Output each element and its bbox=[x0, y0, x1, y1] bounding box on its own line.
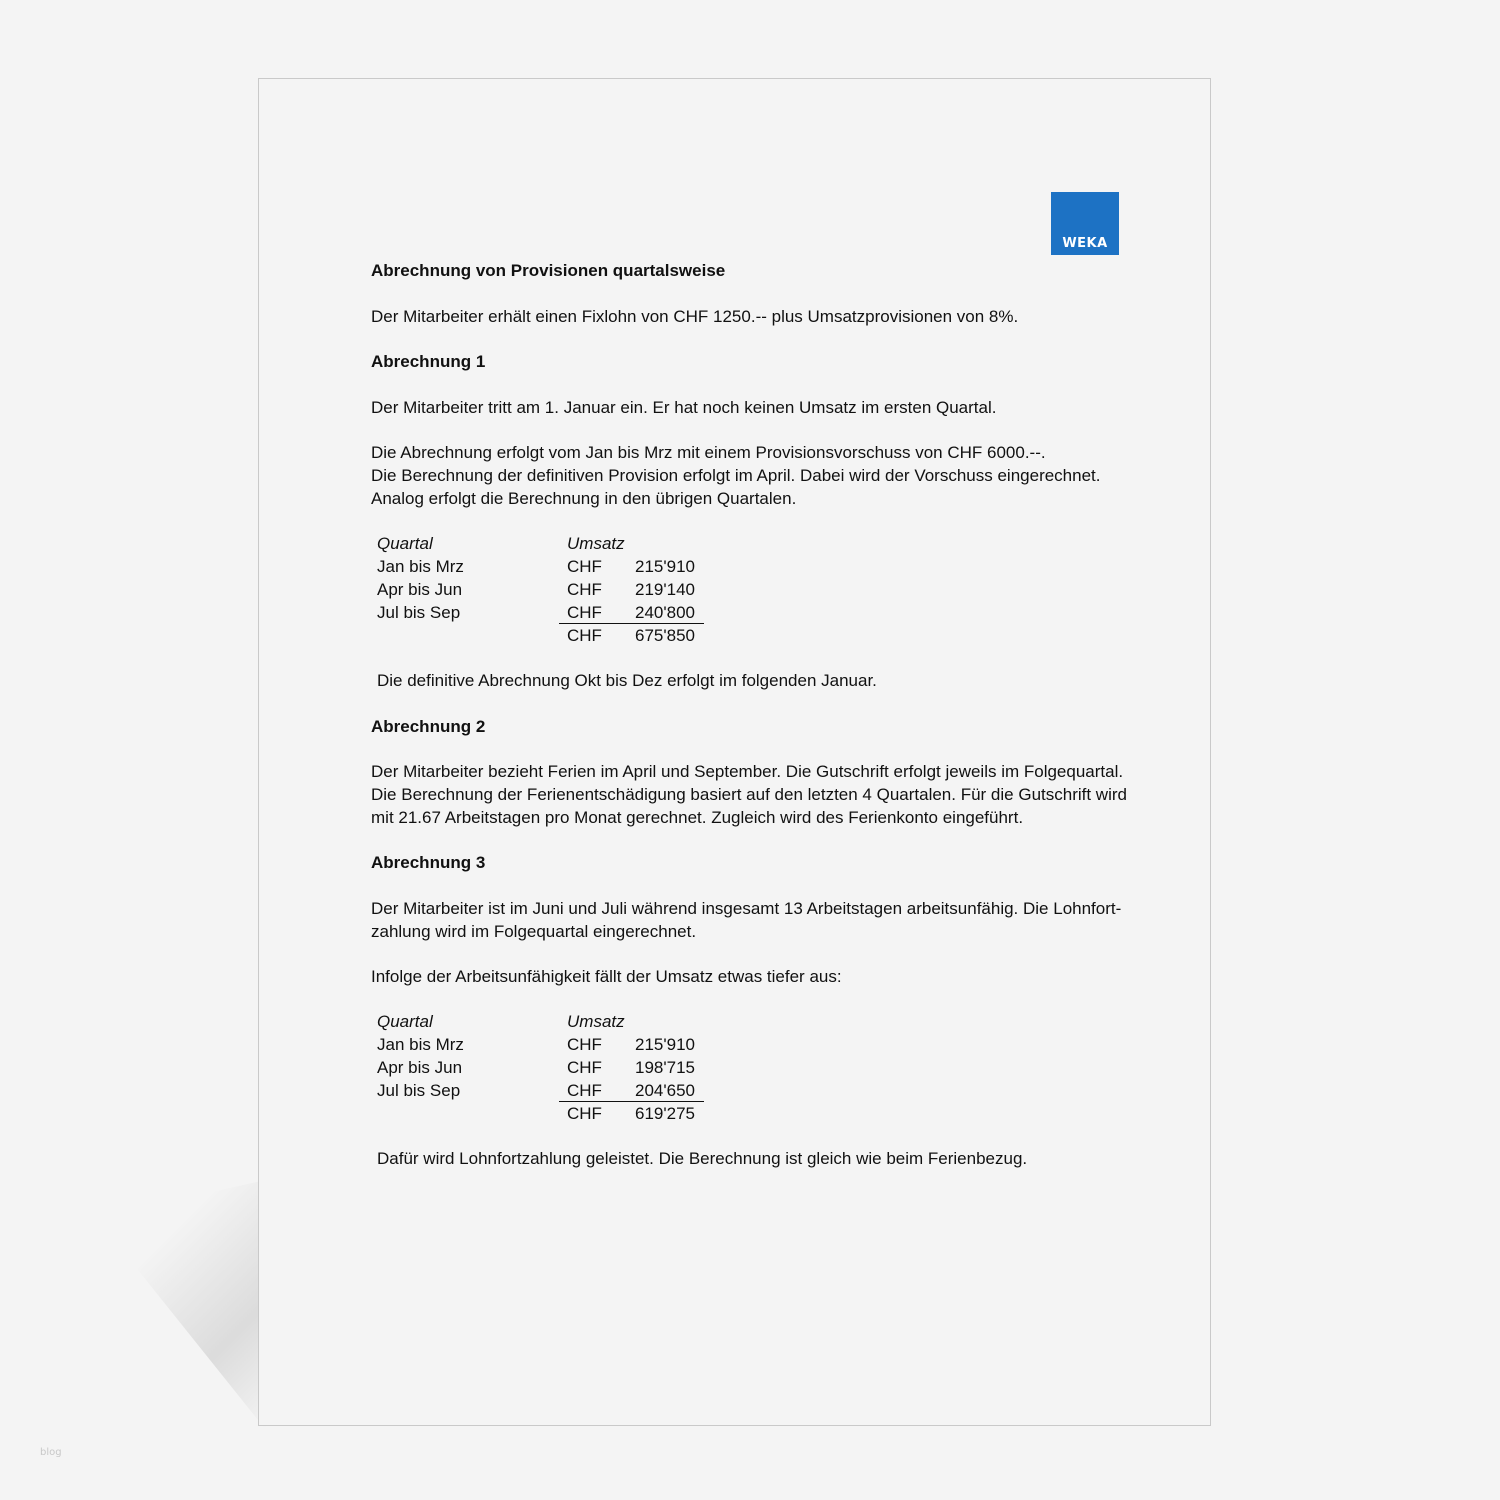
page-shadow bbox=[96, 1180, 266, 1430]
table2-row1-amount: 215'910 bbox=[635, 1035, 695, 1054]
table2-row3-amount: 204'650 bbox=[635, 1081, 695, 1100]
section1-paragraph-1: Der Mitarbeiter tritt am 1. Januar ein. Er hat noch keinen Umsatz im ersten Quartal. bbox=[371, 398, 997, 417]
table1-row1-currency: CHF bbox=[567, 557, 602, 576]
table2-row2-amount: 198'715 bbox=[635, 1058, 695, 1077]
document-title: Abrechnung von Provisionen quartalsweise bbox=[371, 261, 726, 280]
table2-row1-currency: CHF bbox=[567, 1035, 602, 1054]
section3-paragraph-2: Infolge der Arbeitsunfähigkeit fällt der Umsatz etwas tiefer aus: bbox=[371, 967, 842, 986]
table1-row3-amount: 240'800 bbox=[635, 603, 695, 622]
watermark: blog bbox=[40, 1447, 62, 1458]
table2-header-umsatz: Umsatz bbox=[567, 1012, 625, 1031]
section2-line-2: Die Berechnung der Ferienentschädigung basiert auf den letzten 4 Quartalen. Für die Gutschrift wird bbox=[371, 785, 1127, 804]
section1-paragraph-2-line-2: Die Berechnung der definitiven Provision erfolgt im April. Dabei wird der Vorschuss eingerechnet. bbox=[371, 466, 1101, 485]
table1-row2-amount: 219'140 bbox=[635, 580, 695, 599]
table1-row3-currency: CHF bbox=[567, 603, 602, 622]
table1-row1-amount: 215'910 bbox=[635, 557, 695, 576]
section1-after-table: Die definitive Abrechnung Okt bis Dez erfolgt im folgenden Januar. bbox=[377, 671, 877, 690]
table2-header-quartal: Quartal bbox=[377, 1012, 433, 1031]
section3-line-2: zahlung wird im Folgequartal eingerechnet. bbox=[371, 922, 697, 941]
document-page bbox=[258, 78, 1211, 1426]
table1-total-amount: 675'850 bbox=[635, 626, 695, 645]
section2-line-1: Der Mitarbeiter bezieht Ferien im April und September. Die Gutschrift erfolgt jeweils im Folgequartal. bbox=[371, 762, 1124, 781]
table1-row2-currency: CHF bbox=[567, 580, 602, 599]
table1-header-umsatz: Umsatz bbox=[567, 534, 625, 553]
table1-row1-quartal: Jan bis Mrz bbox=[377, 557, 464, 576]
section3-line-1: Der Mitarbeiter ist im Juni und Juli während insgesamt 13 Arbeitstagen arbeitsunfähig. Die Lohnfort- bbox=[371, 899, 1122, 918]
intro-paragraph: Der Mitarbeiter erhält einen Fixlohn von CHF 1250.-- plus Umsatzprovisionen von 8%. bbox=[371, 307, 1019, 326]
table2-total-currency: CHF bbox=[567, 1104, 602, 1123]
section3-heading: Abrechnung 3 bbox=[371, 853, 486, 872]
section3-after-table: Dafür wird Lohnfortzahlung geleistet. Die Berechnung ist gleich wie beim Ferienbezug. bbox=[377, 1149, 1028, 1168]
weka-logo bbox=[1051, 192, 1119, 255]
logo-text: WEKA bbox=[1062, 236, 1108, 251]
section1-heading: Abrechnung 1 bbox=[371, 352, 486, 371]
table2-row2-quartal: Apr bis Jun bbox=[377, 1058, 463, 1077]
section1-paragraph-2-line-1: Die Abrechnung erfolgt vom Jan bis Mrz mit einem Provisionsvorschuss von CHF 6000.--. bbox=[371, 443, 1046, 462]
section2-heading: Abrechnung 2 bbox=[371, 717, 486, 736]
table1-row2-quartal: Apr bis Jun bbox=[377, 580, 463, 599]
table2-row3-quartal: Jul bis Sep bbox=[377, 1081, 461, 1100]
table2-row2-currency: CHF bbox=[567, 1058, 602, 1077]
table2-total-amount: 619'275 bbox=[635, 1104, 695, 1123]
table2-row1-quartal: Jan bis Mrz bbox=[377, 1035, 464, 1054]
table1-total-currency: CHF bbox=[567, 626, 602, 645]
table1-row3-quartal: Jul bis Sep bbox=[377, 603, 461, 622]
table2-row3-currency: CHF bbox=[567, 1081, 602, 1100]
table1-header-quartal: Quartal bbox=[377, 534, 433, 553]
section2-line-3: mit 21.67 Arbeitstagen pro Monat gerechnet. Zugleich wird des Ferienkonto eingeführt. bbox=[371, 808, 1024, 827]
section1-paragraph-2-line-3: Analog erfolgt die Berechnung in den übrigen Quartalen. bbox=[371, 489, 797, 508]
